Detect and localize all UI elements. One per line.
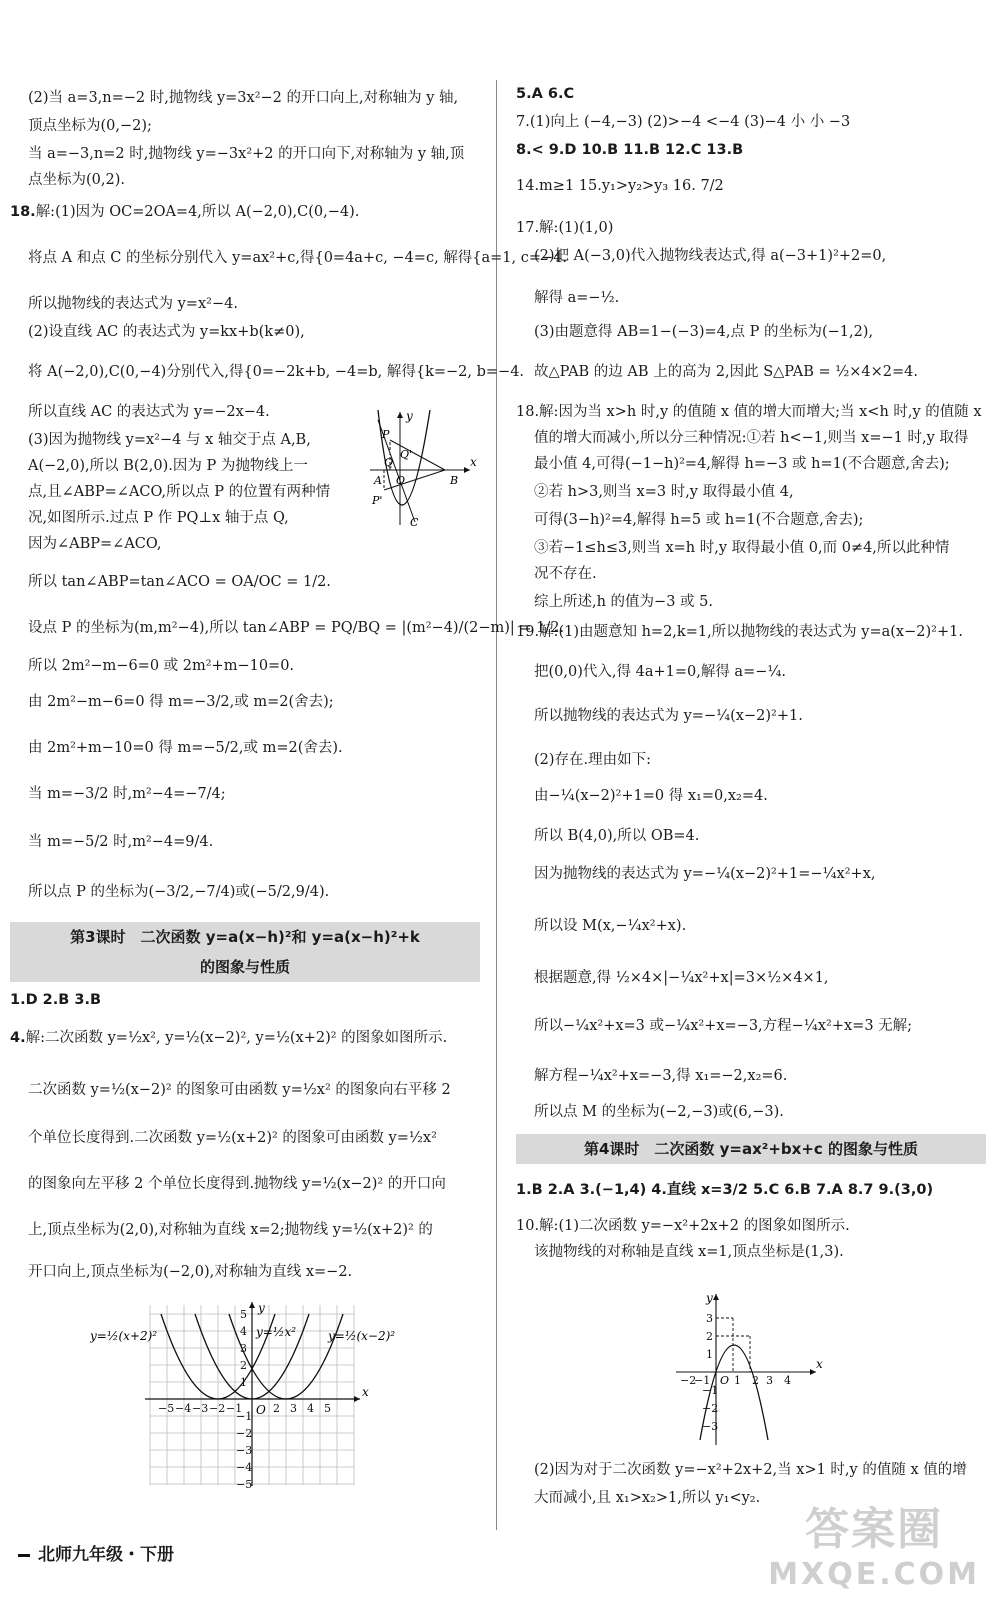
axis-x-label: x — [362, 1385, 369, 1399]
text-line: 顶点坐标为(0,−2); — [28, 118, 152, 134]
answer-row: 8.< 9.D 10.B 11.B 12.C 13.B — [516, 142, 744, 158]
svg-text:3: 3 — [240, 1342, 247, 1355]
point-q-label: Q — [384, 456, 394, 469]
svg-text:−3: −3 — [192, 1402, 209, 1415]
text-line: 况,如图所示.过点 P 作 PQ⊥x 轴于点 Q, — [28, 510, 289, 526]
text-line: 当 a=−3,n=2 时,抛物线 y=−3x²+2 的开口向下,对称轴为 y 轴,顶 — [28, 146, 465, 162]
text-line: 大而减小,且 x₁>x₂>1,所以 y₁<y₂. — [534, 1490, 761, 1506]
text-line: (3)因为抛物线 y=x²−4 与 x 轴交于点 A,B, — [28, 432, 311, 448]
footer-dash — [18, 1554, 30, 1557]
origin-label: O — [256, 1403, 266, 1417]
text-line: 个单位长度得到.二次函数 y=½(x+2)² 的图象可由函数 y=½x² — [28, 1130, 437, 1146]
text-line: 点,且∠ABP=∠ACO,所以点 P 的位置有两种情 — [28, 484, 331, 500]
svg-text:−2: −2 — [680, 1374, 697, 1387]
question-4 — [10, 1028, 447, 1048]
text-line: 当 m=−3/2 时,m²−4=−7/4; — [28, 786, 226, 802]
question-19: 19.解:(1)由题意知 h=2,k=1,所以抛物线的表达式为 y=a(x−2)²+1. — [516, 624, 963, 640]
text-line: 根据题意,得 ½×4×|−¼x²+x|=3×½×4×1, — [534, 970, 829, 986]
text-line: 由 2m²+m−10=0 得 m=−5/2,或 m=2(舍去). — [28, 740, 343, 756]
svg-text:5: 5 — [240, 1308, 247, 1321]
svg-text:4: 4 — [307, 1402, 314, 1415]
text-line: 所以 2m²−m−6=0 或 2m²+m−10=0. — [28, 658, 295, 674]
svg-text:4: 4 — [240, 1325, 247, 1338]
svg-text:2: 2 — [706, 1330, 713, 1343]
origin-label: O — [396, 474, 406, 487]
svg-text:−2: −2 — [702, 1402, 719, 1415]
question-10: 10.解:(1)二次函数 y=−x²+2x+2 的图象如图所示. — [516, 1218, 850, 1234]
parabola-figure-q18 — [370, 410, 480, 530]
text-line: (3)由题意得 AB=1−(−3)=4,点 P 的坐标为(−1,2), — [534, 324, 874, 340]
curve-label-left: y=½(x+2)² — [90, 1329, 158, 1343]
text-line: 设点 P 的坐标为(m,m²−4),所以 tan∠ABP = PQ/BQ = |(m²−4)/(2−m)| = 1/2. — [28, 620, 565, 636]
three-parabolas-figure — [90, 1300, 450, 1490]
text-line: 所以 tan∠ABP=tan∠ACO = OA/OC = 1/2. — [28, 574, 331, 590]
page-footer — [18, 1540, 174, 1565]
svg-text:2: 2 — [752, 1374, 759, 1387]
question-17: 17.解:(1)(1,0) — [516, 220, 614, 236]
text-line: (2)存在.理由如下: — [534, 752, 652, 768]
question-18 — [10, 202, 359, 222]
text-line: ②若 h>3,则当 x=3 时,y 取得最小值 4, — [534, 484, 794, 500]
text-line: A(−2,0),所以 B(2,0).因为 P 为抛物线上一 — [28, 458, 308, 474]
svg-text:−2: −2 — [209, 1402, 226, 1415]
text-line: 所以抛物线的表达式为 y=−¼(x−2)²+1. — [534, 708, 803, 724]
text-line: 可得(3−h)²=4,解得 h=5 或 h=1(不合题意,舍去); — [534, 512, 864, 528]
axis-x-label: x — [470, 455, 477, 469]
svg-text:−3: −3 — [702, 1420, 719, 1433]
text-line: 解得 a=−½. — [534, 290, 620, 306]
svg-text:4: 4 — [784, 1374, 791, 1387]
text-line: 所以直线 AC 的表达式为 y=−2x−4. — [28, 404, 270, 420]
text-line: 开口向上,顶点坐标为(−2,0),对称轴为直线 x=−2. — [28, 1264, 353, 1280]
svg-text:5: 5 — [324, 1402, 331, 1415]
watermark-logo: 答案圈 — [805, 1504, 944, 1555]
section-header-lesson3-line2: 的图象与性质 — [10, 952, 480, 982]
text-line: 由−¼(x−2)²+1=0 得 x₁=0,x₂=4. — [534, 788, 768, 804]
svg-text:−4: −4 — [236, 1461, 253, 1474]
text-line: (2)设直线 AC 的表达式为 y=kx+b(k≠0), — [28, 324, 305, 340]
watermark — [768, 1493, 980, 1592]
text-line: (2)把 A(−3,0)代入抛物线表达式,得 a(−3+1)²+2=0, — [534, 248, 887, 264]
curve-label-middle: y=½x² — [256, 1325, 297, 1339]
text-line: 当 m=−5/2 时,m²−4=9/4. — [28, 834, 214, 850]
text-line: 所以抛物线的表达式为 y=x²−4. — [28, 296, 238, 312]
svg-text:−5: −5 — [236, 1478, 253, 1490]
answer-row: 5.A 6.C — [516, 86, 575, 102]
text-line: 综上所述,h 的值为−3 或 5. — [534, 594, 713, 610]
question-18-right: 18.解:因为当 x>h 时,y 的值随 x 值的增大而增大;当 x<h 时,y 的值随 x — [516, 404, 982, 420]
text-line: 解:(1)因为 OC=2OA=4,所以 A(−2,0),C(0,−4). — [35, 204, 360, 220]
svg-text:−1: −1 — [236, 1410, 253, 1423]
text-line: 因为抛物线的表达式为 y=−¼(x−2)²+1=−¼x²+x, — [534, 866, 876, 882]
text-line: 因为∠ABP=∠ACO, — [28, 536, 162, 552]
svg-text:3: 3 — [290, 1402, 297, 1415]
answer-row: 14.m≥1 15.y₁>y₂>y₃ 16. 7/2 — [516, 178, 724, 194]
text-line: 点坐标为(0,2). — [28, 172, 125, 188]
point-c-label: C — [410, 516, 419, 529]
text-line: ③若−1≤h≤3,则当 x=h 时,y 取得最小值 0,而 0≠4,所以此种情 — [534, 540, 950, 556]
text-line: 最小值 4,可得(−1−h)²=4,解得 h=−3 或 h=1(不合题意,舍去); — [534, 456, 950, 472]
point-a-label: A — [374, 474, 382, 487]
svg-text:−1: −1 — [694, 1374, 711, 1387]
text-line: 所以点 P 的坐标为(−3/2,−7/4)或(−5/2,9/4). — [28, 884, 330, 900]
text-line: 该抛物线的对称轴是直线 x=1,顶点坐标是(1,3). — [534, 1244, 844, 1260]
axis-y-label: y — [706, 1291, 713, 1305]
footer-text: 北师九年级・下册 — [38, 1545, 174, 1565]
origin-label: O — [720, 1374, 730, 1387]
curve-label-right: y=½(x−2)² — [328, 1329, 396, 1343]
text-line: 二次函数 y=½(x−2)² 的图象可由函数 y=½x² 的图象向右平移 2 — [28, 1082, 451, 1098]
section-header-lesson3: 第3课时 二次函数 y=a(x−h)²和 y=a(x−h)²+k — [10, 922, 480, 952]
answer-row: 7.(1)向上 (−4,−3) (2)>−4 <−4 (3)−4 小 小 −3 — [516, 114, 851, 130]
text-line: 所以−¼x²+x=3 或−¼x²+x=−3,方程−¼x²+x=3 无解; — [534, 1018, 913, 1034]
point-b-label: B — [450, 474, 459, 487]
column-divider — [496, 80, 497, 1530]
text-line: 解方程−¼x²+x=−3,得 x₁=−2,x₂=6. — [534, 1068, 788, 1084]
svg-text:3: 3 — [766, 1374, 773, 1387]
text-line: (2)当 a=3,n=−2 时,抛物线 y=3x²−2 的开口向上,对称轴为 y 轴, — [28, 90, 459, 106]
text-line: 的图象向左平移 2 个单位长度得到.抛物线 y=½(x−2)² 的开口向 — [28, 1176, 446, 1192]
text-line: 故△PAB 的边 AB 上的高为 2,因此 S△PAB = ½×4×2=4. — [534, 364, 919, 380]
svg-text:−1: −1 — [702, 1384, 719, 1397]
text-line: 将点 A 和点 C 的坐标分别代入 y=ax²+c,得{0=4a+c, −4=c, 解得{a=1, c=−4. — [28, 250, 568, 266]
text-line: 将 A(−2,0),C(0,−4)分别代入,得{0=−2k+b, −4=b, 解得{k=−2, b=−4. — [28, 364, 525, 380]
svg-text:−5: −5 — [158, 1402, 175, 1415]
svg-text:−1: −1 — [226, 1402, 243, 1415]
text-line: 上,顶点坐标为(2,0),对称轴为直线 x=2;抛物线 y=½(x+2)² 的 — [28, 1222, 433, 1238]
text-line: 由 2m²−m−6=0 得 m=−3/2,或 m=2(舍去); — [28, 694, 334, 710]
point-q-prime-label: Q' — [400, 448, 413, 461]
axis-y-label: y — [258, 1301, 265, 1315]
text-line: 所以点 M 的坐标为(−2,−3)或(6,−3). — [534, 1104, 784, 1120]
svg-text:3: 3 — [706, 1312, 713, 1325]
watermark-url: MXQE.COM — [768, 1557, 980, 1592]
svg-text:2: 2 — [240, 1359, 247, 1372]
point-p-label: P — [382, 428, 390, 441]
text-line: (2)因为对于二次函数 y=−x²+2x+2,当 x>1 时,y 的值随 x 值的增 — [534, 1462, 967, 1478]
svg-text:1: 1 — [734, 1374, 741, 1387]
axis-x-label: x — [816, 1357, 823, 1371]
svg-text:−2: −2 — [236, 1427, 253, 1440]
text-line: 值的增大而减小,所以分三种情况:①若 h<−1,则当 x=−1 时,y 取得 — [534, 430, 969, 446]
parabola-figure-q10 — [666, 1290, 826, 1450]
svg-text:−3: −3 — [236, 1444, 253, 1457]
text-line: 所以设 M(x,−¼x²+x). — [534, 918, 687, 934]
text-line: 解:二次函数 y=½x², y=½(x−2)², y=½(x+2)² 的图象如图所示. — [25, 1030, 448, 1046]
section-header-lesson4: 第4课时 二次函数 y=ax²+bx+c 的图象与性质 — [516, 1134, 986, 1164]
svg-text:1: 1 — [706, 1348, 713, 1361]
answer-row: 1.B 2.A 3.(−1,4) 4.直线 x=3/2 5.C 6.B 7.A 8.7 9.(3,0) — [516, 1182, 934, 1198]
svg-text:−4: −4 — [175, 1402, 192, 1415]
svg-text:1: 1 — [240, 1376, 247, 1389]
text-line: 况不存在. — [534, 566, 597, 582]
point-p-prime-label: P' — [372, 494, 383, 507]
text-line: 把(0,0)代入,得 4a+1=0,解得 a=−¼. — [534, 664, 787, 680]
svg-text:2: 2 — [273, 1402, 280, 1415]
question-number: 4. — [10, 1030, 26, 1046]
question-number: 18. — [10, 204, 36, 220]
text-line: 所以 B(4,0),所以 OB=4. — [534, 828, 700, 844]
answer-row: 1.D 2.B 3.B — [10, 992, 102, 1008]
axis-y-label: y — [406, 410, 413, 423]
